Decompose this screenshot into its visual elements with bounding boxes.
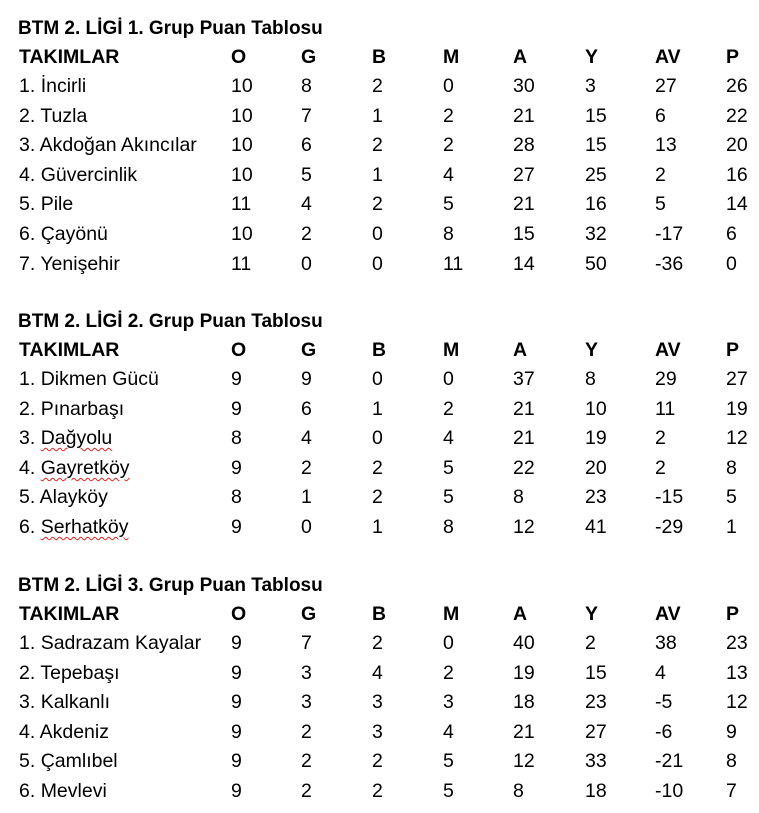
team-name: Çamlıbel xyxy=(40,750,118,773)
table-row xyxy=(18,777,759,807)
team-cell xyxy=(19,688,110,718)
stat-b: 2 xyxy=(372,632,383,654)
stat-y: 50 xyxy=(585,252,607,275)
stat-a: 21 xyxy=(513,427,535,450)
stat-av: 5 xyxy=(655,193,666,216)
header-m: M xyxy=(443,339,460,361)
stat-a: 15 xyxy=(513,222,535,245)
header-team: TAKIMLAR xyxy=(19,339,120,361)
team-name: Dikmen Gücü xyxy=(40,368,159,390)
stat-av: 27 xyxy=(655,75,677,97)
stat-b: 1 xyxy=(372,397,383,420)
header-g: G xyxy=(301,603,317,625)
header-y: Y xyxy=(585,603,599,625)
team-name: Tuzla xyxy=(40,104,88,127)
stat-y: 20 xyxy=(585,456,607,479)
group-title: BTM 2. LİGİ 1. Grup Puan Tablosu xyxy=(18,18,323,39)
stat-av: 29 xyxy=(655,368,677,390)
stat-g: 7 xyxy=(301,632,312,654)
stat-p: 22 xyxy=(726,104,748,127)
stat-g: 5 xyxy=(301,163,312,186)
team-name: Sadrazam Kayalar xyxy=(40,632,202,654)
stat-p: 26 xyxy=(726,75,748,97)
table-row xyxy=(18,102,759,132)
stat-o: 9 xyxy=(231,661,242,684)
stat-av: -10 xyxy=(655,779,684,802)
stat-o: 9 xyxy=(231,456,242,479)
stat-p: 1 xyxy=(726,515,737,538)
stat-p: 9 xyxy=(726,720,737,743)
table-row xyxy=(18,220,759,250)
stat-m: 2 xyxy=(443,134,454,157)
header-team: TAKIMLAR xyxy=(19,46,120,68)
stat-av: -21 xyxy=(655,750,684,773)
stat-a: 12 xyxy=(513,750,535,773)
stat-y: 15 xyxy=(585,104,607,127)
stat-y: 19 xyxy=(585,427,607,450)
stat-y: 23 xyxy=(585,691,607,714)
stat-m: 5 xyxy=(443,193,454,216)
rank: 3. xyxy=(19,691,36,714)
stat-m: 2 xyxy=(443,397,454,420)
header-av: AV xyxy=(655,603,681,625)
table-row xyxy=(18,161,759,191)
stat-g: 6 xyxy=(301,397,312,420)
stat-m: 2 xyxy=(443,104,454,127)
team-name: Güvercinlik xyxy=(40,163,138,186)
stat-g: 4 xyxy=(301,427,312,450)
rank: 2. xyxy=(19,104,36,127)
team-name: Mevlevi xyxy=(40,779,107,802)
rank: 1. xyxy=(19,368,36,390)
stat-p: 12 xyxy=(726,427,748,450)
header-team: TAKIMLAR xyxy=(19,603,120,625)
table-row xyxy=(18,454,759,484)
stat-a: 18 xyxy=(513,691,535,714)
team-name: Pınarbaşı xyxy=(40,397,125,420)
rank: 2. xyxy=(19,397,36,420)
stat-b: 0 xyxy=(372,222,383,245)
table-row xyxy=(18,747,759,777)
stat-m: 5 xyxy=(443,750,454,773)
stat-m: 5 xyxy=(443,779,454,802)
stat-o: 10 xyxy=(231,104,253,127)
stat-p: 0 xyxy=(726,252,737,275)
team-name: Gayretköy xyxy=(40,456,130,479)
stat-g: 2 xyxy=(301,779,312,802)
stat-o: 9 xyxy=(231,691,242,714)
header-av: AV xyxy=(655,46,681,68)
team-name: Alayköy xyxy=(39,486,108,509)
stat-p: 20 xyxy=(726,134,748,157)
stat-b: 2 xyxy=(372,193,383,216)
stat-g: 2 xyxy=(301,720,312,743)
stat-av: -6 xyxy=(655,720,673,743)
team-cell xyxy=(19,190,73,220)
table-row xyxy=(18,365,759,395)
stat-av: 13 xyxy=(655,134,677,157)
team-name: Çayönü xyxy=(40,222,108,245)
team-cell xyxy=(19,747,118,777)
stat-p: 6 xyxy=(726,222,737,245)
header-o: O xyxy=(231,603,247,625)
rank: 3. xyxy=(19,134,36,157)
stat-g: 9 xyxy=(301,368,312,390)
stat-p: 14 xyxy=(726,193,748,216)
stat-av: 11 xyxy=(655,397,676,420)
stat-g: 3 xyxy=(301,661,312,684)
stat-a: 8 xyxy=(513,779,524,802)
stat-b: 2 xyxy=(372,750,383,773)
stat-m: 4 xyxy=(443,720,454,743)
stat-o: 8 xyxy=(231,486,242,509)
stat-a: 37 xyxy=(513,368,535,390)
table-row xyxy=(18,513,759,543)
stat-y: 3 xyxy=(585,75,596,97)
rank: 4. xyxy=(19,720,36,743)
stat-y: 23 xyxy=(585,486,607,509)
stat-a: 21 xyxy=(513,104,535,127)
stat-m: 8 xyxy=(443,222,454,245)
team-cell xyxy=(19,777,107,807)
stat-a: 21 xyxy=(513,720,535,743)
header-row xyxy=(18,43,759,72)
stat-a: 21 xyxy=(513,397,535,420)
stat-b: 2 xyxy=(372,456,383,479)
table-row xyxy=(18,72,759,102)
group-table-1 xyxy=(18,14,759,279)
stat-m: 11 xyxy=(443,252,464,275)
team-cell xyxy=(19,72,86,102)
stat-y: 8 xyxy=(585,368,596,390)
header-a: A xyxy=(513,603,528,625)
team-cell xyxy=(19,718,109,748)
stat-a: 14 xyxy=(513,252,535,275)
table-row xyxy=(18,659,759,689)
stat-av: 2 xyxy=(655,456,666,479)
stat-av: 38 xyxy=(655,632,677,654)
header-p: P xyxy=(726,603,740,625)
stat-g: 4 xyxy=(301,193,312,216)
stat-a: 28 xyxy=(513,134,535,157)
stat-y: 10 xyxy=(585,397,607,420)
header-g: G xyxy=(301,46,317,68)
stat-y: 25 xyxy=(585,163,607,186)
table-row xyxy=(18,250,759,280)
stat-y: 15 xyxy=(585,661,607,684)
header-a: A xyxy=(513,46,528,68)
stat-a: 8 xyxy=(513,486,524,509)
stat-b: 2 xyxy=(372,779,383,802)
team-cell xyxy=(19,395,124,425)
table-row xyxy=(18,190,759,220)
stat-m: 0 xyxy=(443,632,454,654)
rank: 5. xyxy=(19,193,36,216)
stat-b: 0 xyxy=(372,427,383,450)
table-row xyxy=(18,688,759,718)
stat-g: 0 xyxy=(301,515,312,538)
stat-y: 33 xyxy=(585,750,607,773)
stat-p: 12 xyxy=(726,691,748,714)
header-g: G xyxy=(301,339,317,361)
team-cell xyxy=(19,365,159,395)
rank: 2. xyxy=(19,661,36,684)
stat-a: 40 xyxy=(513,632,535,654)
stat-a: 19 xyxy=(513,661,535,684)
header-o: O xyxy=(231,339,247,361)
stat-p: 13 xyxy=(726,661,748,684)
group-table-2 xyxy=(18,307,759,543)
team-cell xyxy=(19,250,120,280)
stat-o: 10 xyxy=(231,163,253,186)
rank: 6. xyxy=(19,515,36,538)
team-name: Kalkanlı xyxy=(40,691,111,714)
stat-m: 4 xyxy=(443,427,454,450)
stat-b: 2 xyxy=(372,75,383,97)
stat-m: 3 xyxy=(443,691,454,714)
stat-av: -5 xyxy=(655,691,673,714)
stat-m: 4 xyxy=(443,163,454,186)
stat-b: 1 xyxy=(372,163,383,186)
team-name: Pile xyxy=(40,193,74,216)
rank: 1. xyxy=(19,75,36,97)
stat-o: 9 xyxy=(231,397,242,420)
team-name: Akdoğan Akıncılar xyxy=(39,134,197,157)
stat-o: 9 xyxy=(231,515,242,538)
team-cell xyxy=(19,161,137,191)
team-name: Tepebaşı xyxy=(40,661,120,684)
stat-y: 27 xyxy=(585,720,607,743)
stat-m: 5 xyxy=(443,486,454,509)
header-b: B xyxy=(372,603,387,625)
stat-o: 9 xyxy=(231,720,242,743)
group-title: BTM 2. LİGİ 3. Grup Puan Tablosu xyxy=(18,575,323,596)
stat-o: 10 xyxy=(231,134,253,157)
rank: 4. xyxy=(19,163,36,186)
stat-y: 2 xyxy=(585,632,596,654)
stat-p: 8 xyxy=(726,456,737,479)
stat-g: 1 xyxy=(301,486,312,509)
stat-av: -15 xyxy=(655,486,684,509)
stat-a: 12 xyxy=(513,515,535,538)
team-name: Dağyolu xyxy=(40,427,113,450)
header-b: B xyxy=(372,339,387,361)
stat-o: 8 xyxy=(231,427,242,450)
rank: 3. xyxy=(19,427,36,450)
table-row xyxy=(18,424,759,454)
header-row xyxy=(18,336,759,365)
rank: 6. xyxy=(19,222,36,245)
table-row xyxy=(18,131,759,161)
stat-av: 4 xyxy=(655,661,666,684)
stat-o: 9 xyxy=(231,750,242,773)
stat-a: 27 xyxy=(513,163,535,186)
header-m: M xyxy=(443,46,460,68)
stat-o: 11 xyxy=(231,193,252,216)
stat-g: 2 xyxy=(301,222,312,245)
stat-y: 32 xyxy=(585,222,607,245)
stat-p: 27 xyxy=(726,368,748,390)
header-o: O xyxy=(231,46,247,68)
stat-o: 9 xyxy=(231,632,242,654)
stat-b: 1 xyxy=(372,104,383,127)
table-row xyxy=(18,395,759,425)
team-name: Akdeniz xyxy=(39,720,109,743)
team-cell xyxy=(19,659,120,689)
stat-p: 7 xyxy=(726,779,737,802)
stat-y: 16 xyxy=(585,193,607,216)
stat-o: 10 xyxy=(231,222,253,245)
stat-o: 9 xyxy=(231,368,242,390)
stat-av: 6 xyxy=(655,104,666,127)
team-cell xyxy=(19,220,108,250)
team-name: Yenişehir xyxy=(40,252,120,275)
stat-m: 2 xyxy=(443,661,454,684)
team-cell xyxy=(19,102,87,132)
stat-p: 5 xyxy=(726,486,737,509)
stat-g: 2 xyxy=(301,456,312,479)
stat-g: 7 xyxy=(301,104,312,127)
stat-b: 3 xyxy=(372,720,383,743)
team-cell xyxy=(19,483,108,513)
stat-g: 0 xyxy=(301,252,312,275)
team-name: İncirli xyxy=(40,75,87,97)
stat-av: -17 xyxy=(655,222,684,245)
stat-y: 15 xyxy=(585,134,607,157)
stat-a: 21 xyxy=(513,193,535,216)
stat-b: 3 xyxy=(372,691,383,714)
stat-p: 23 xyxy=(726,632,748,654)
stat-o: 11 xyxy=(231,252,252,275)
header-y: Y xyxy=(585,339,599,361)
stat-m: 0 xyxy=(443,75,454,97)
stat-o: 9 xyxy=(231,779,242,802)
stat-o: 10 xyxy=(231,75,253,97)
team-cell xyxy=(19,131,197,161)
rank: 1. xyxy=(19,632,36,654)
header-p: P xyxy=(726,339,740,361)
stat-m: 8 xyxy=(443,515,454,538)
rank: 5. xyxy=(19,750,36,773)
stat-p: 8 xyxy=(726,750,737,773)
stat-b: 4 xyxy=(372,661,383,684)
stat-a: 30 xyxy=(513,75,535,97)
stat-a: 22 xyxy=(513,456,535,479)
table-row xyxy=(18,718,759,748)
header-a: A xyxy=(513,339,528,361)
group-table-3 xyxy=(18,571,759,807)
stat-y: 41 xyxy=(585,515,607,538)
stat-p: 16 xyxy=(726,163,748,186)
stat-av: -36 xyxy=(655,252,684,275)
rank: 7. xyxy=(19,252,36,275)
stat-b: 0 xyxy=(372,252,383,275)
stat-b: 2 xyxy=(372,486,383,509)
stat-p: 19 xyxy=(726,397,748,420)
rank: 5. xyxy=(19,486,36,509)
stat-m: 5 xyxy=(443,456,454,479)
team-cell xyxy=(19,629,201,659)
team-cell xyxy=(19,424,112,454)
stat-b: 0 xyxy=(372,368,383,390)
team-name: Serhatköy xyxy=(40,515,129,538)
header-y: Y xyxy=(585,46,599,68)
rank: 6. xyxy=(19,779,36,802)
stat-g: 6 xyxy=(301,134,312,157)
stat-b: 2 xyxy=(372,134,383,157)
table-row xyxy=(18,483,759,513)
header-b: B xyxy=(372,46,387,68)
stat-av: -29 xyxy=(655,515,684,538)
header-m: M xyxy=(443,603,460,625)
stat-g: 2 xyxy=(301,750,312,773)
group-title: BTM 2. LİGİ 2. Grup Puan Tablosu xyxy=(18,311,323,332)
header-av: AV xyxy=(655,339,681,361)
table-row xyxy=(18,629,759,659)
stat-m: 0 xyxy=(443,368,454,390)
rank: 4. xyxy=(19,456,36,479)
header-row xyxy=(18,600,759,629)
stat-g: 3 xyxy=(301,691,312,714)
team-cell xyxy=(19,513,129,543)
team-cell xyxy=(19,454,130,484)
stat-y: 18 xyxy=(585,779,607,802)
stat-b: 1 xyxy=(372,515,383,538)
stat-g: 8 xyxy=(301,75,312,97)
stat-av: 2 xyxy=(655,163,666,186)
stat-av: 2 xyxy=(655,427,666,450)
header-p: P xyxy=(726,46,740,68)
